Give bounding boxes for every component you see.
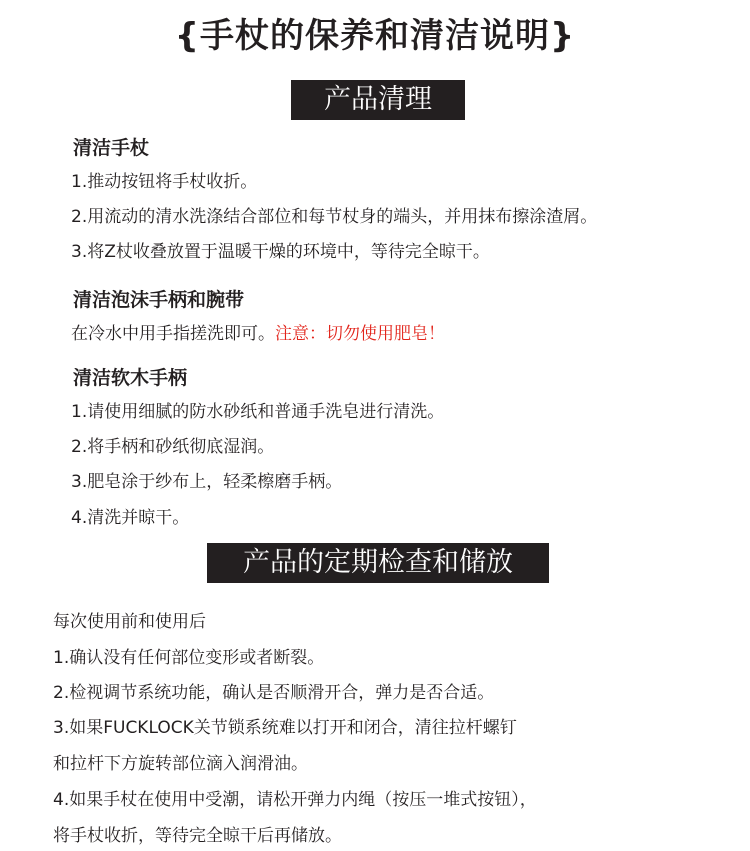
warning-text: 注意：切勿使用肥皂！ (275, 324, 445, 344)
list-item: 1.推动按钮将手杖收折。 (71, 172, 258, 192)
list-item: 1.确认没有任何部位变形或者断裂。 (53, 648, 325, 668)
list-item: 2.检视调节系统功能，确认是否顺滑开合，弹力是否合适。 (53, 683, 495, 703)
list-item: 4.清洗并晾干。 (71, 508, 190, 528)
list-item: 2.用流动的清水洗涤结合部位和每节杖身的端头，并用抹布擦涂渣屑。 (71, 207, 598, 227)
list-item: 3.将Z杖收叠放置于温暖干燥的环境中，等待完全晾干。 (71, 242, 490, 262)
list-item: 3.如果FUCKLOCK关节锁系统难以打开和闭合，清往拉杆螺钉 (53, 718, 517, 738)
list-item: 1.请使用细腻的防水砂纸和普通手洗皂进行清洗。 (71, 402, 445, 422)
list-item: 和拉杆下方旋转部位滴入润滑油。 (53, 754, 308, 774)
heading-clean-cork-grip: 清洁软木手柄 (73, 367, 188, 389)
section-banner-product-cleaning: 产品清理 (291, 80, 465, 120)
list-item: 3.肥皂涂于纱布上，轻柔檫磨手柄。 (71, 472, 343, 492)
paragraph-foam-grip (71, 322, 445, 346)
heading-clean-cane: 清洁手杖 (73, 137, 150, 159)
foam-grip-text: 在冷水中用手指搓洗即可。 (71, 324, 275, 344)
intro-text: 每次使用前和使用后 (53, 612, 206, 632)
list-item: 将手杖收折，等待完全晾干后再储放。 (53, 826, 342, 846)
heading-clean-foam-grip: 清洁泡沫手柄和腕带 (73, 289, 245, 311)
section-banner-inspection-storage: 产品的定期检查和储放 (207, 543, 549, 583)
list-item: 4.如果手杖在使用中受潮，请松开弹力内绳（按压一堆式按钮）， (53, 790, 537, 810)
list-item: 2.将手柄和砂纸彻底湿润。 (71, 437, 275, 457)
page-title: {手杖的保养和清洁说明} (174, 16, 576, 56)
